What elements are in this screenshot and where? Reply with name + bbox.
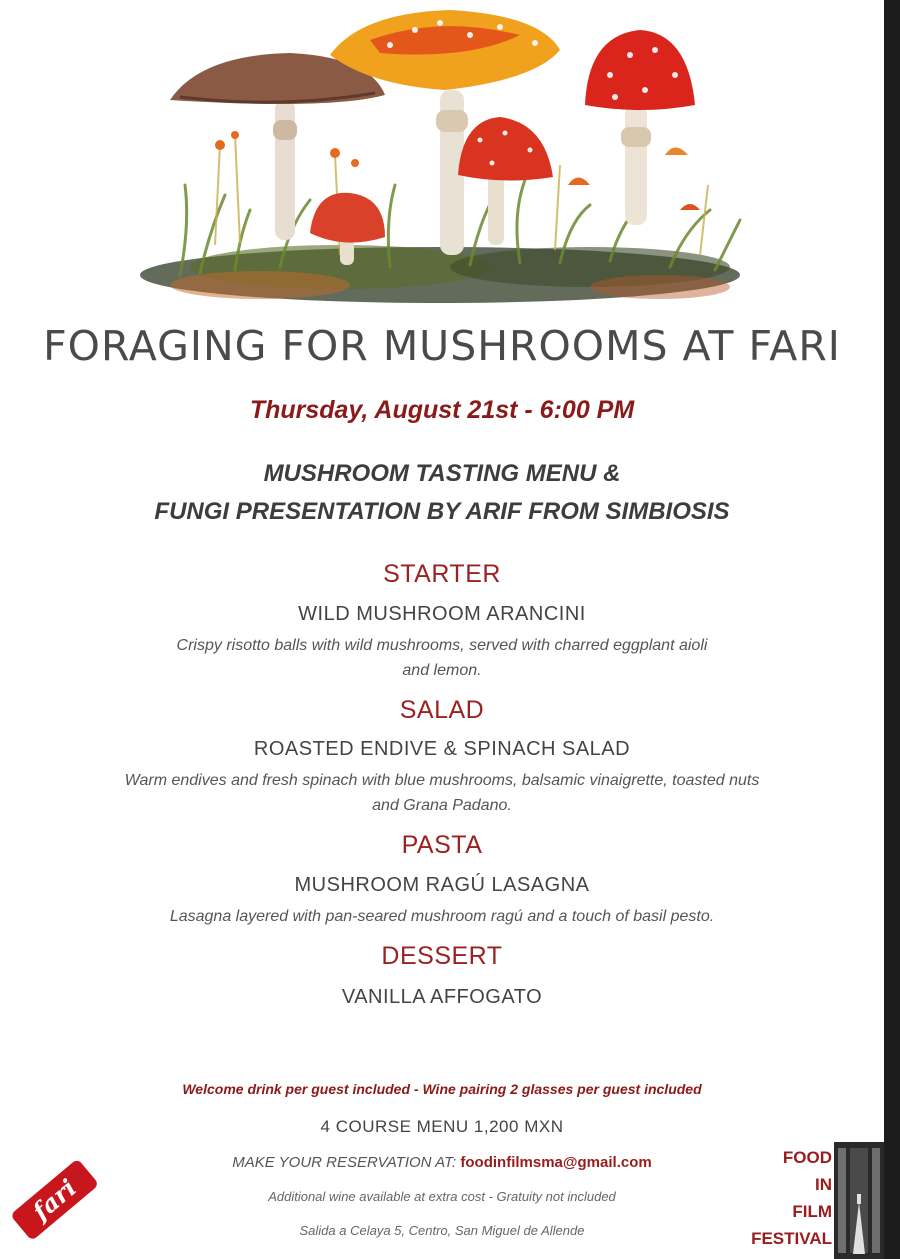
course-heading-starter: STARTER (383, 560, 501, 588)
course-heading-pasta: PASTA (401, 831, 483, 859)
dish-description (0, 633, 884, 683)
description-line: Lasagna layered with pan-seared mushroom ragú and a touch of basil pesto. (169, 908, 715, 925)
description-line: and Grana Padano. (372, 797, 512, 814)
subtitle-line: MUSHROOM TASTING MENU & (263, 460, 621, 487)
screen-edge (884, 0, 900, 1259)
mushroom-illustration (140, 5, 760, 310)
fari-logo (8, 1155, 100, 1243)
fari-logo-text: fari (26, 1172, 82, 1226)
festival-word: FOOD (782, 1148, 832, 1167)
reservation-label: MAKE YOUR RESERVATION AT: (232, 1154, 457, 1171)
description-line: and lemon. (402, 662, 482, 679)
festival-logo-text (742, 1144, 832, 1252)
dish-description (0, 904, 884, 929)
dish-name: VANILLA AFFOGATO (341, 986, 543, 1008)
subtitle-line: FUNGI PRESENTATION BY ARIF FROM SIMBIOSIS (154, 498, 730, 525)
food-in-film-festival-logo (742, 1142, 886, 1259)
film-strip-icon (834, 1142, 884, 1259)
reservation-email-link[interactable]: foodinfilmsma@gmail.com (460, 1154, 652, 1171)
event-date: Thursday, August 21st - 6:00 PM (249, 396, 635, 424)
festival-word: IN (815, 1175, 832, 1194)
venue-address: Salida a Celaya 5, Centro, San Miguel de Allende (299, 1223, 585, 1238)
dish-description (0, 768, 884, 818)
event-title: FORAGING FOR MUSHROOMS AT FARI (43, 322, 841, 370)
dish-name: WILD MUSHROOM ARANCINI (298, 603, 586, 625)
description-line: Crispy risotto balls with wild mushrooms, served with charred eggplant aioli (176, 637, 708, 654)
course-heading-salad: SALAD (399, 696, 485, 724)
dish-name: MUSHROOM RAGÚ LASAGNA (294, 874, 590, 896)
extra-note: Additional wine available at extra cost - Gratuity not included (268, 1189, 616, 1204)
festival-word: FILM (792, 1202, 832, 1221)
event-subtitle (0, 455, 884, 531)
course-heading-dessert: DESSERT (381, 942, 503, 970)
festival-word: FESTIVAL (751, 1229, 832, 1248)
dish-name: ROASTED ENDIVE & SPINACH SALAD (253, 738, 631, 760)
included-note: Welcome drink per guest included - Wine pairing 2 glasses per guest included (182, 1081, 702, 1097)
description-line: Warm endives and fresh spinach with blue mushrooms, balsamic vinaigrette, toasted nuts (124, 772, 760, 789)
menu-price: 4 COURSE MENU 1,200 MXN (320, 1117, 564, 1136)
